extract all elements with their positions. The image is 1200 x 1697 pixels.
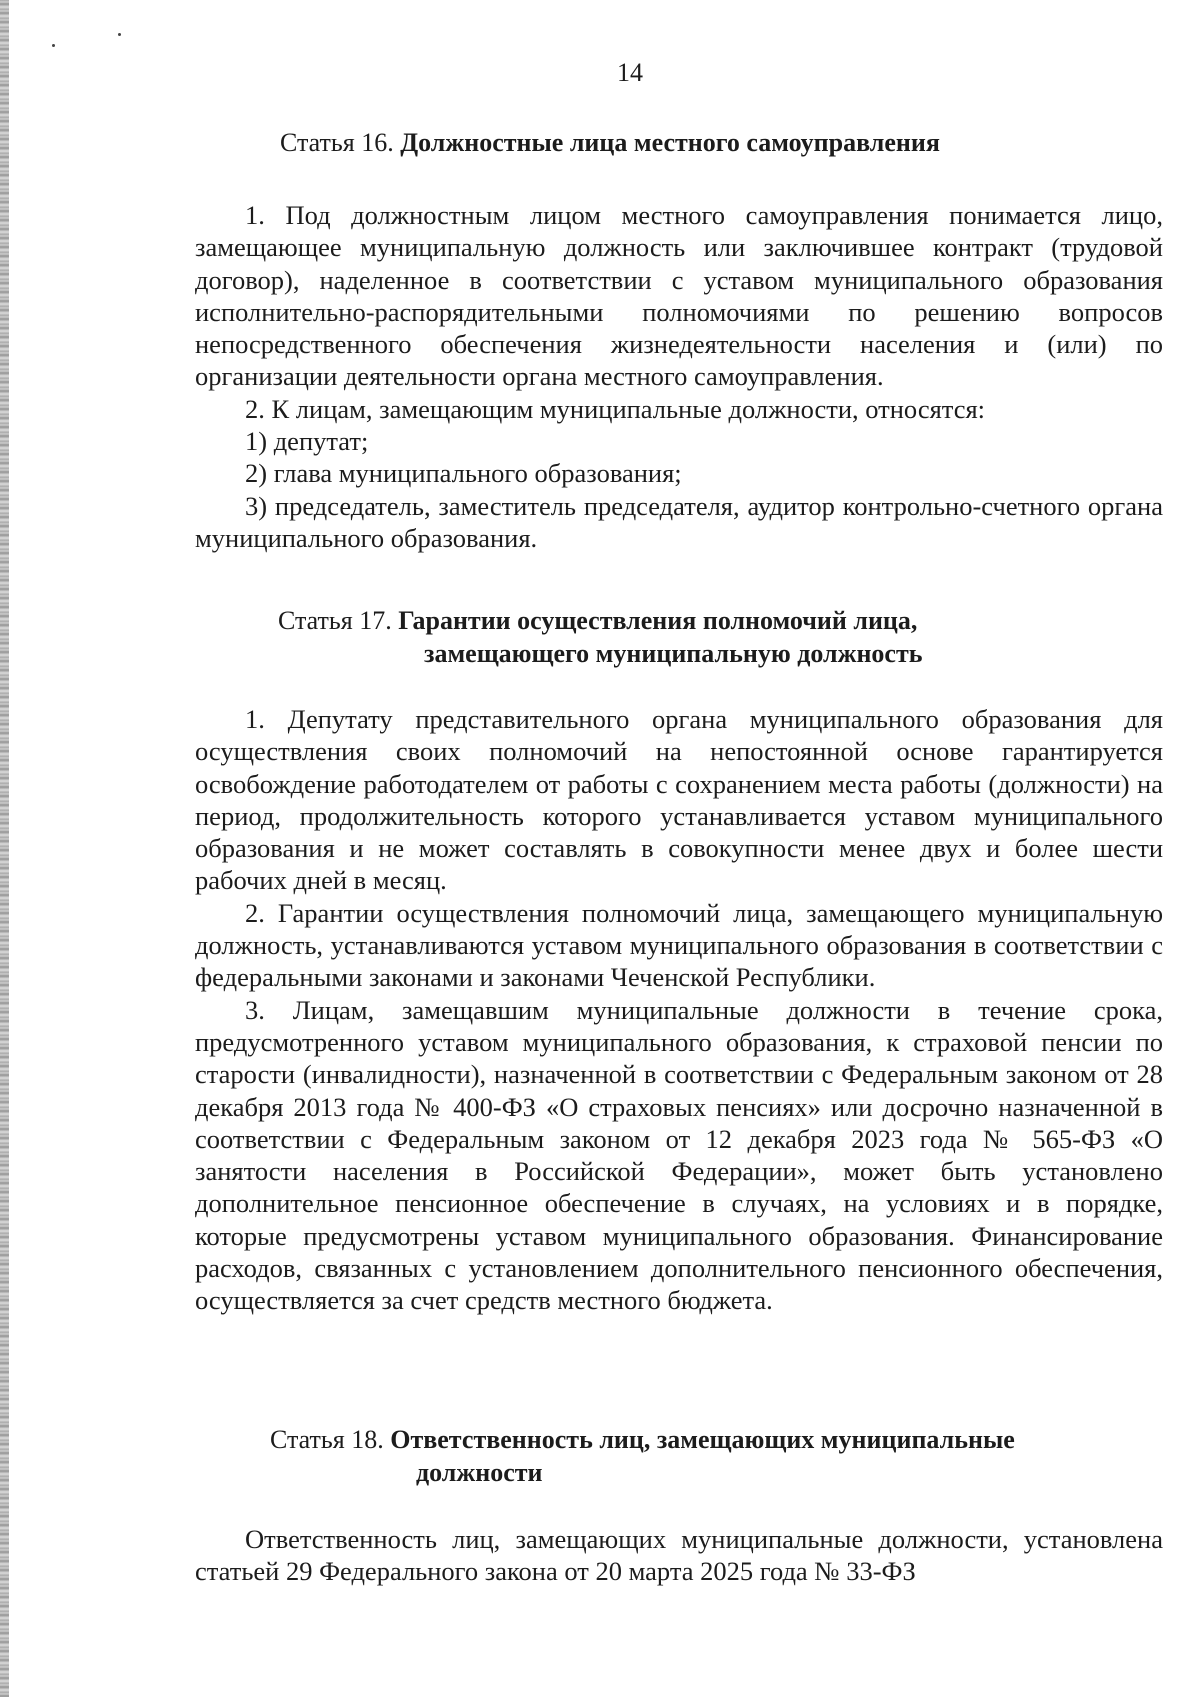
article-18-title-line-1: Ответственность лиц, замещающих муниципальные xyxy=(390,1425,1015,1454)
article-16-body xyxy=(195,199,1163,554)
scan-speck xyxy=(52,44,55,47)
article-16-item-1: 1) депутат; xyxy=(245,426,369,457)
article-17-title-line-2: замещающего муниципальную должность xyxy=(424,639,923,668)
article-16-item-2: 2) глава муниципального образования; xyxy=(245,458,682,489)
article-18-paragraph-1: Ответственность лиц, замещающих муниципальные должности, установлена статьей 29 Федерального закона от 20 марта 2025 года № 33-ФЗ xyxy=(195,1524,1163,1587)
article-16-label: Статья 16. xyxy=(280,128,394,157)
article-16-heading xyxy=(280,126,940,159)
article-16-paragraph-2: 2. К лицам, замещающим муниципальные должности, относятся: xyxy=(245,393,986,424)
article-16-paragraph-1: 1. Под должностным лицом местного самоуправления понимается лицо, замещающее муниципальную должность или заключившее контракт (трудовой договор), наделенное в соответствии с уставом муниципального образования исполнительно-распорядительными полномочиями по решению вопросов непосредственного обеспечения жизнедеятельности населения и (или) по организации деятельности органа местного самоуправления. xyxy=(195,200,1163,392)
article-17-title-line-1: Гарантии осуществления полномочий лица, xyxy=(398,606,918,635)
article-17-paragraph-2: 2. Гарантии осуществления полномочий лица, замещающего муниципальную должность, устанавливаются уставом муниципального образования в соответствии с федеральными законами и законами Чеченской Республики. xyxy=(195,897,1163,993)
scan-speck xyxy=(118,33,121,36)
article-18-title-line-2: должности xyxy=(416,1458,543,1487)
article-18-body xyxy=(195,1523,1163,1588)
scan-edge xyxy=(0,0,9,1697)
article-17-heading xyxy=(278,604,922,670)
article-17-paragraph-3: 3. Лицам, замещавшим муниципальные должности в течение срока, предусмотренного уставом муниципального образования, к страховой пенсии по старости (инвалидности), назначенной в соответствии с Федеральным законом от 28 декабря 2013 года № 400-ФЗ «О страховых пенсиях» или досрочно назначенной в соответствии с Федеральным законом от 12 декабря 2023 года № 565-ФЗ «О занятости населения в Российской Федерации», может быть установлено дополнительное пенсионное обеспечение в случаях, на условиях и в порядке, которые предусмотрены уставом муниципального образования. Финансирование расходов, связанных с установлением дополнительного пенсионного обеспечения, осуществляется за счет средств местного бюджета. xyxy=(195,994,1163,1316)
article-16-title: Должностные лица местного самоуправления xyxy=(400,128,940,157)
article-17-label: Статья 17. xyxy=(278,606,392,635)
page-number: 14 xyxy=(617,58,643,87)
article-18-label: Статья 18. xyxy=(270,1425,384,1454)
article-16-item-3: 3) председатель, заместитель председателя, аудитор контрольно-счетного органа муниципального образования. xyxy=(195,490,1163,553)
article-18-heading xyxy=(270,1423,1015,1489)
article-17-body xyxy=(195,703,1163,1317)
article-17-paragraph-1: 1. Депутату представительного органа муниципального образования для осуществления своих полномочий на непостоянной основе гарантируется освобождение работодателем от работы с сохранением места работы (должности) на период, продолжительность которого устанавливается уставом муниципального образования и не может составлять в совокупности менее двух и более шести рабочих дней в месяц. xyxy=(195,704,1163,896)
